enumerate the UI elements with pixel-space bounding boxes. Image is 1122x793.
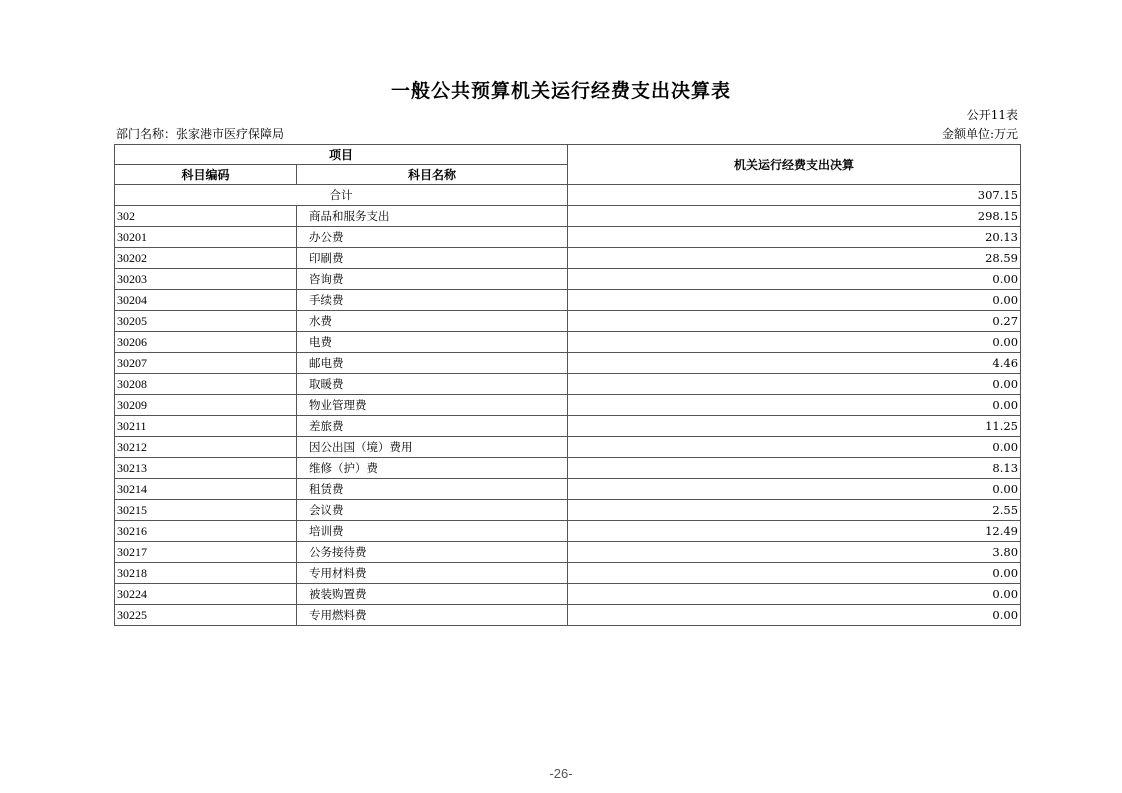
subject-name-cell: 专用材料费 bbox=[297, 563, 568, 584]
amount-cell: 3.80 bbox=[568, 542, 1021, 563]
subject-name-cell: 物业管理费 bbox=[297, 395, 568, 416]
amount-cell: 11.25 bbox=[568, 416, 1021, 437]
table-row bbox=[115, 290, 1021, 311]
subject-code-cell: 30215 bbox=[115, 500, 297, 521]
subject-name-cell: 电费 bbox=[297, 332, 568, 353]
subject-name-cell: 公务接待费 bbox=[297, 542, 568, 563]
table-row bbox=[115, 311, 1021, 332]
table-row bbox=[115, 542, 1021, 563]
subject-code-cell: 30202 bbox=[115, 248, 297, 269]
subject-name-cell: 培训费 bbox=[297, 521, 568, 542]
table-row bbox=[115, 563, 1021, 584]
subject-name-cell: 专用燃料费 bbox=[297, 605, 568, 626]
amount-cell: 0.00 bbox=[568, 584, 1021, 605]
amount-cell: 12.49 bbox=[568, 521, 1021, 542]
table-row bbox=[115, 332, 1021, 353]
table-row bbox=[115, 227, 1021, 248]
table-row bbox=[115, 248, 1021, 269]
table-row bbox=[115, 374, 1021, 395]
amount-cell: 0.00 bbox=[568, 605, 1021, 626]
amount-cell: 0.00 bbox=[568, 332, 1021, 353]
amount-cell: 28.59 bbox=[568, 248, 1021, 269]
table-row bbox=[115, 437, 1021, 458]
table-row bbox=[115, 353, 1021, 374]
subject-code-cell: 30212 bbox=[115, 437, 297, 458]
amount-cell: 0.00 bbox=[568, 563, 1021, 584]
subject-code-cell: 30209 bbox=[115, 395, 297, 416]
amount-cell: 20.13 bbox=[568, 227, 1021, 248]
subject-code-cell: 30201 bbox=[115, 227, 297, 248]
total-amount: 307.15 bbox=[568, 185, 1021, 206]
amount-cell: 0.27 bbox=[568, 311, 1021, 332]
table-row bbox=[115, 416, 1021, 437]
amount-cell: 0.00 bbox=[568, 395, 1021, 416]
amount-cell: 298.15 bbox=[568, 206, 1021, 227]
subject-code-cell: 30208 bbox=[115, 374, 297, 395]
subject-name-cell: 因公出国（境）费用 bbox=[297, 437, 568, 458]
header-item: 项目 bbox=[115, 145, 568, 165]
table-number: 公开11表 bbox=[966, 108, 1018, 122]
subject-name-cell: 维修（护）费 bbox=[297, 458, 568, 479]
amount-cell: 0.00 bbox=[568, 437, 1021, 458]
subject-code-cell: 30218 bbox=[115, 563, 297, 584]
subject-code-cell: 30225 bbox=[115, 605, 297, 626]
amount-unit: 金额单位:万元 bbox=[941, 127, 1018, 141]
header-code: 科目编码 bbox=[115, 165, 297, 185]
subject-code-cell: 30214 bbox=[115, 479, 297, 500]
amount-cell: 0.00 bbox=[568, 479, 1021, 500]
subject-name-cell: 印刷费 bbox=[297, 248, 568, 269]
subject-name-cell: 被装购置费 bbox=[297, 584, 568, 605]
subject-name-cell: 会议费 bbox=[297, 500, 568, 521]
page-title: 一般公共预算机关运行经费支出决算表 bbox=[390, 80, 731, 102]
subject-code-cell: 30224 bbox=[115, 584, 297, 605]
table-row bbox=[115, 605, 1021, 626]
subject-name-cell: 水费 bbox=[297, 311, 568, 332]
subject-code-cell: 30204 bbox=[115, 290, 297, 311]
total-row bbox=[115, 185, 1021, 206]
subject-code-cell: 30213 bbox=[115, 458, 297, 479]
table-row bbox=[115, 395, 1021, 416]
header-amount: 机关运行经费支出决算 bbox=[568, 145, 1021, 185]
subject-code-cell: 30207 bbox=[115, 353, 297, 374]
table-row bbox=[115, 500, 1021, 521]
amount-cell: 0.00 bbox=[568, 269, 1021, 290]
subject-name-cell: 办公费 bbox=[297, 227, 568, 248]
department-name: 部门名称：张家港市医疗保障局 bbox=[116, 127, 285, 141]
expenditure-table bbox=[114, 144, 1021, 626]
table-row bbox=[115, 521, 1021, 542]
header-name: 科目名称 bbox=[297, 165, 568, 185]
subject-name-cell: 差旅费 bbox=[297, 416, 568, 437]
amount-cell: 8.13 bbox=[568, 458, 1021, 479]
subject-name-cell: 咨询费 bbox=[297, 269, 568, 290]
amount-cell: 0.00 bbox=[568, 290, 1021, 311]
subject-code-cell: 30206 bbox=[115, 332, 297, 353]
amount-cell: 0.00 bbox=[568, 374, 1021, 395]
subject-code-cell: 30203 bbox=[115, 269, 297, 290]
subject-name-cell: 取暖费 bbox=[297, 374, 568, 395]
subject-code-cell: 30217 bbox=[115, 542, 297, 563]
table-row bbox=[115, 458, 1021, 479]
page-number: -26- bbox=[549, 766, 573, 781]
table-row bbox=[115, 584, 1021, 605]
subject-name-cell: 邮电费 bbox=[297, 353, 568, 374]
table-body bbox=[115, 185, 1021, 626]
total-label: 合计 bbox=[115, 185, 568, 206]
amount-cell: 4.46 bbox=[568, 353, 1021, 374]
table-row bbox=[115, 206, 1021, 227]
table-row bbox=[115, 269, 1021, 290]
subject-code-cell: 30211 bbox=[115, 416, 297, 437]
subject-code-cell: 30205 bbox=[115, 311, 297, 332]
subject-code-cell: 302 bbox=[115, 206, 297, 227]
subject-code-cell: 30216 bbox=[115, 521, 297, 542]
table-row bbox=[115, 479, 1021, 500]
subject-name-cell: 手续费 bbox=[297, 290, 568, 311]
subject-name-cell: 商品和服务支出 bbox=[297, 206, 568, 227]
amount-cell: 2.55 bbox=[568, 500, 1021, 521]
subject-name-cell: 租赁费 bbox=[297, 479, 568, 500]
